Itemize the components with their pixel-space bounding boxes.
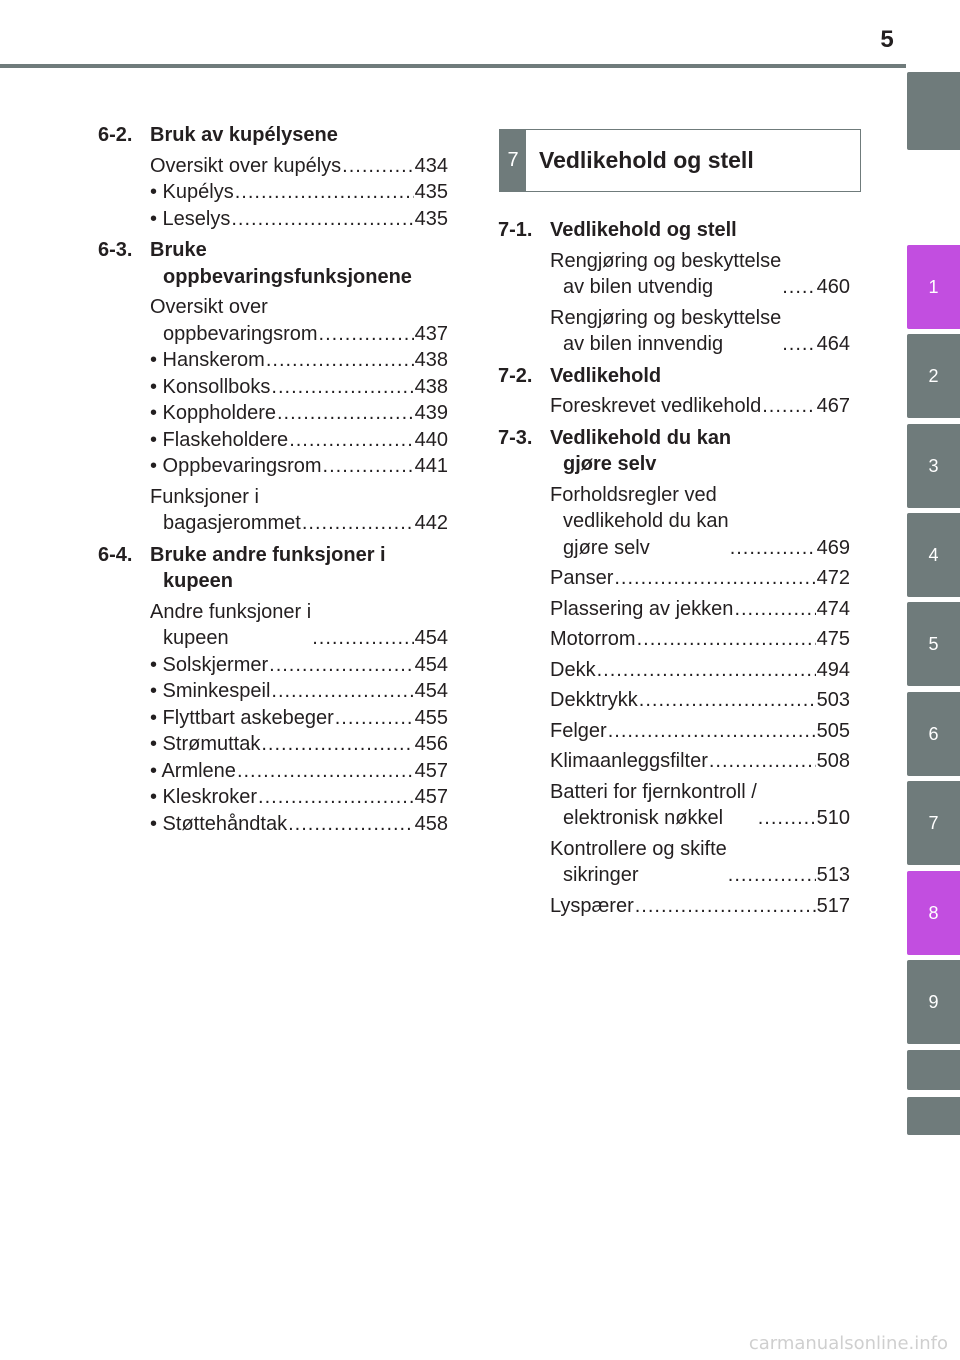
toc-entry[interactable] bbox=[150, 294, 448, 347]
toc-section bbox=[98, 237, 448, 537]
entry-label bbox=[150, 678, 270, 705]
section-title bbox=[550, 363, 850, 390]
dot-leader bbox=[782, 331, 815, 358]
toc-entry[interactable] bbox=[150, 652, 448, 679]
entry-page-number: 472 bbox=[816, 567, 850, 589]
entry-label-line: • Strømuttak bbox=[150, 733, 261, 755]
toc-section bbox=[98, 542, 448, 838]
entry-label-line: • Flaskeholdere bbox=[150, 428, 289, 451]
entry-label-line: • Sminkespeil bbox=[150, 680, 271, 702]
entry-label-line: • Leselys bbox=[150, 207, 231, 230]
section-heading[interactable] bbox=[98, 237, 448, 290]
entry-label-line: bagasjerommet bbox=[163, 512, 301, 534]
chapter-number: 7 bbox=[500, 130, 526, 191]
dot-leader bbox=[261, 731, 413, 758]
entry-label-line: Andre funksjoner i bbox=[150, 600, 312, 623]
entry-label-line: Oversikt over kupélys bbox=[150, 154, 342, 177]
toc-entry[interactable] bbox=[550, 657, 850, 684]
toc-entry[interactable] bbox=[550, 893, 850, 920]
dot-leader bbox=[758, 805, 816, 832]
entry-label bbox=[150, 206, 230, 233]
entry-page-number: 435 bbox=[414, 181, 448, 203]
entry-label bbox=[150, 731, 260, 758]
section-title-line: Vedlikehold bbox=[550, 364, 662, 387]
entry-label bbox=[150, 453, 322, 480]
toc-entry[interactable] bbox=[150, 453, 448, 480]
toc-entry[interactable] bbox=[550, 393, 850, 420]
entry-label-line: kupeen bbox=[163, 627, 229, 649]
entry-label-line: Felger bbox=[550, 719, 607, 742]
top-rule bbox=[0, 64, 906, 68]
entry-label-line: • Oppbevaringsrom bbox=[150, 455, 322, 477]
chapter-tab[interactable]: 1 bbox=[907, 245, 960, 329]
entry-page-number: 474 bbox=[816, 597, 850, 620]
dot-leader bbox=[258, 784, 414, 811]
toc-entry[interactable] bbox=[550, 748, 850, 775]
entry-label-line: Rengjøring og beskyttelse bbox=[550, 306, 782, 329]
toc-section bbox=[498, 425, 850, 920]
entry-label bbox=[550, 393, 761, 420]
entry-page-number: 505 bbox=[816, 719, 850, 742]
toc-entry[interactable] bbox=[150, 179, 448, 206]
entry-label bbox=[550, 596, 733, 623]
entry-page-number: 469 bbox=[816, 536, 850, 559]
entry-label-line: Rengjøring og beskyttelse bbox=[550, 249, 782, 272]
chapter-header bbox=[499, 129, 861, 192]
dot-leader bbox=[614, 565, 815, 592]
entry-page-number: 460 bbox=[816, 276, 850, 298]
entry-label-line: Klimaanleggsfilter bbox=[550, 750, 708, 772]
section-number: 6-4. bbox=[98, 543, 133, 566]
section-title bbox=[550, 425, 850, 478]
toc-entry[interactable] bbox=[150, 758, 448, 785]
toc-entry[interactable] bbox=[550, 626, 850, 653]
dot-leader bbox=[271, 374, 413, 401]
toc-entry[interactable] bbox=[550, 718, 850, 745]
toc-entry[interactable] bbox=[150, 153, 448, 180]
entry-label-line: Foreskrevet vedlikehold bbox=[550, 395, 762, 417]
toc-section bbox=[498, 217, 850, 358]
section-title-line: Vedlikehold du kan bbox=[550, 426, 732, 449]
entry-label bbox=[550, 248, 781, 301]
chapter-tab[interactable]: 5 bbox=[907, 602, 960, 686]
entry-label-line: Dekktrykk bbox=[550, 689, 638, 711]
entry-label-line: • Konsollboks bbox=[150, 375, 271, 398]
entry-page-number: 435 bbox=[414, 207, 448, 230]
section-title bbox=[150, 237, 448, 290]
entry-page-number: 458 bbox=[414, 812, 448, 835]
section-title-line: kupeen bbox=[163, 570, 234, 592]
dot-leader bbox=[637, 626, 816, 653]
dot-leader bbox=[271, 678, 413, 705]
toc-entry[interactable] bbox=[550, 482, 850, 562]
entry-page-number: 467 bbox=[816, 395, 850, 417]
entry-label-line: gjøre selv bbox=[563, 536, 650, 559]
entry-label bbox=[550, 657, 596, 684]
dot-leader bbox=[734, 596, 815, 623]
entry-label bbox=[550, 565, 613, 592]
entry-label-line: oppbevaringsrom bbox=[163, 322, 318, 345]
entry-page-number: 457 bbox=[414, 759, 448, 782]
toc-entry[interactable] bbox=[150, 705, 448, 732]
toc-entry[interactable] bbox=[150, 347, 448, 374]
section-number: 6-3. bbox=[98, 239, 133, 261]
chapter-tab[interactable] bbox=[907, 72, 960, 150]
dot-leader bbox=[335, 705, 414, 732]
entry-page-number: 438 bbox=[414, 349, 448, 371]
dot-leader bbox=[597, 657, 816, 684]
entry-page-number: 494 bbox=[816, 658, 850, 681]
toc-entry[interactable] bbox=[550, 565, 850, 592]
entry-label-line: Plassering av jekken bbox=[550, 597, 734, 620]
entry-page-number: 508 bbox=[816, 750, 850, 772]
dot-leader bbox=[235, 179, 414, 206]
dot-leader bbox=[608, 718, 816, 745]
entry-label-line: av bilen innvendig bbox=[563, 333, 724, 355]
entry-label-line: • Støttehåndtak bbox=[150, 812, 288, 835]
entry-label-line: vedlikehold du kan bbox=[563, 510, 729, 532]
entry-label-line: Dekk bbox=[550, 658, 596, 681]
entry-label bbox=[550, 626, 636, 653]
toc-entry[interactable] bbox=[550, 248, 850, 301]
chapter-tab[interactable] bbox=[907, 1097, 960, 1135]
chapter-tab[interactable]: 7 bbox=[907, 781, 960, 865]
entry-label bbox=[150, 652, 268, 679]
dot-leader bbox=[302, 510, 414, 537]
dot-leader bbox=[277, 400, 414, 427]
entry-page-number: 513 bbox=[816, 864, 850, 886]
entry-label-line: Oversikt over bbox=[150, 296, 268, 318]
entry-page-number: 503 bbox=[816, 689, 850, 711]
toc-left-column bbox=[98, 122, 448, 842]
entry-page-number: 517 bbox=[816, 894, 850, 917]
chapter-tab[interactable]: 3 bbox=[907, 424, 960, 508]
chapter-tabs bbox=[907, 0, 960, 1360]
entry-label bbox=[150, 599, 311, 652]
section-heading[interactable] bbox=[498, 363, 850, 390]
section-number: 7-1. bbox=[498, 219, 533, 241]
toc-entry[interactable] bbox=[550, 687, 850, 714]
entry-label-line: Motorrom bbox=[550, 628, 636, 650]
dot-leader bbox=[323, 453, 414, 480]
entry-label-line: • Solskjermer bbox=[150, 653, 269, 676]
entry-label bbox=[150, 347, 265, 374]
section-title-line: gjøre selv bbox=[563, 453, 657, 475]
entry-page-number: 439 bbox=[414, 402, 448, 424]
entry-page-number: 454 bbox=[414, 680, 448, 702]
entry-label bbox=[150, 811, 287, 838]
dot-leader bbox=[728, 862, 816, 889]
dot-leader bbox=[782, 274, 815, 301]
section-number: 7-3. bbox=[498, 426, 533, 449]
entry-page-number: 510 bbox=[816, 807, 850, 829]
entry-label bbox=[550, 482, 729, 562]
toc-entry[interactable] bbox=[150, 374, 448, 401]
entry-label-line: • Flyttbart askebeger bbox=[150, 706, 334, 729]
dot-leader bbox=[762, 393, 815, 420]
section-title-line: Bruk av kupélysene bbox=[150, 124, 338, 146]
section-title-line: Bruke bbox=[150, 239, 207, 261]
entry-page-number: 438 bbox=[414, 375, 448, 398]
entry-label-line: Funksjoner i bbox=[150, 485, 259, 508]
toc-entry[interactable] bbox=[150, 599, 448, 652]
entry-label bbox=[550, 718, 607, 745]
entry-label bbox=[550, 305, 781, 358]
entry-label-line: Panser bbox=[550, 567, 614, 589]
section-heading[interactable] bbox=[98, 122, 448, 149]
entry-page-number: 437 bbox=[414, 322, 448, 345]
page-number: 5 bbox=[880, 26, 894, 53]
section-title-line: oppbevaringsfunksjonene bbox=[163, 265, 412, 288]
entry-label-line: av bilen utvendig bbox=[563, 276, 714, 298]
entry-label-line: • Hanskerom bbox=[150, 349, 265, 371]
entry-page-number: 442 bbox=[414, 512, 448, 534]
entry-label bbox=[550, 748, 708, 775]
toc-entry[interactable] bbox=[150, 400, 448, 427]
entry-label-line: • Armlene bbox=[150, 759, 236, 782]
entry-label-line: • Kleskroker bbox=[150, 786, 258, 808]
entry-page-number: 454 bbox=[414, 653, 448, 676]
section-title-line: Vedlikehold og stell bbox=[550, 219, 737, 241]
entry-label bbox=[150, 484, 301, 537]
entry-label-line: sikringer bbox=[563, 864, 639, 886]
entry-label bbox=[150, 179, 234, 206]
entry-label-line: • Koppholdere bbox=[150, 402, 276, 424]
entry-label-line: Batteri for fjernkontroll / bbox=[550, 780, 757, 803]
dot-leader bbox=[709, 748, 816, 775]
dot-leader bbox=[289, 427, 413, 454]
toc-entry[interactable] bbox=[150, 678, 448, 705]
entry-label bbox=[150, 400, 276, 427]
dot-leader bbox=[269, 652, 413, 679]
dot-leader bbox=[730, 535, 816, 562]
dot-leader bbox=[312, 625, 413, 652]
section-number: 7-2. bbox=[498, 364, 533, 387]
toc-entry[interactable] bbox=[550, 779, 850, 832]
section-title bbox=[150, 542, 448, 595]
section-heading[interactable] bbox=[98, 542, 448, 595]
section-title-line: Bruke andre funksjoner i bbox=[150, 543, 386, 566]
section-heading[interactable] bbox=[498, 425, 850, 478]
entry-label-line: Kontrollere og skifte bbox=[550, 837, 727, 860]
entry-label bbox=[150, 758, 236, 785]
entry-page-number: 441 bbox=[414, 455, 448, 477]
chapter-tab[interactable]: 9 bbox=[907, 960, 960, 1044]
watermark: carmanualsonline.info bbox=[748, 1333, 948, 1354]
entry-label bbox=[550, 836, 727, 889]
entry-label bbox=[550, 779, 757, 832]
dot-leader bbox=[266, 347, 414, 374]
chapter-tab[interactable]: 4 bbox=[907, 513, 960, 597]
dot-leader bbox=[635, 893, 816, 920]
entry-label-line: Lyspærer bbox=[550, 894, 634, 917]
entry-label-line: • Kupélys bbox=[150, 181, 234, 203]
toc-entry[interactable] bbox=[150, 206, 448, 233]
toc-entry[interactable] bbox=[150, 731, 448, 758]
entry-page-number: 440 bbox=[414, 428, 448, 451]
entry-label bbox=[150, 784, 257, 811]
chapter-tab[interactable]: 8 bbox=[907, 871, 960, 955]
chapter-tab[interactable]: 2 bbox=[907, 334, 960, 418]
dot-leader bbox=[319, 321, 414, 348]
entry-label bbox=[550, 893, 634, 920]
dot-leader bbox=[231, 206, 413, 233]
dot-leader bbox=[342, 153, 413, 180]
toc-entry[interactable] bbox=[550, 596, 850, 623]
entry-label-line: Forholdsregler ved bbox=[550, 483, 717, 506]
entry-label bbox=[150, 153, 341, 180]
entry-page-number: 475 bbox=[816, 628, 850, 650]
chapter-title: Vedlikehold og stell bbox=[539, 147, 754, 173]
toc-entry[interactable] bbox=[150, 811, 448, 838]
entry-label bbox=[150, 705, 334, 732]
toc-entry[interactable] bbox=[550, 836, 850, 889]
entry-page-number: 454 bbox=[414, 627, 448, 649]
toc-section bbox=[98, 122, 448, 232]
dot-leader bbox=[639, 687, 816, 714]
section-title bbox=[150, 122, 448, 149]
toc-right-column bbox=[498, 217, 850, 924]
entry-label-line: elektronisk nøkkel bbox=[563, 807, 724, 829]
entry-label bbox=[150, 374, 270, 401]
entry-label bbox=[150, 294, 318, 347]
chapter-tab[interactable]: 6 bbox=[907, 692, 960, 776]
entry-page-number: 456 bbox=[414, 733, 448, 755]
toc-entry[interactable] bbox=[550, 305, 850, 358]
entry-page-number: 457 bbox=[414, 786, 448, 808]
toc-entry[interactable] bbox=[150, 484, 448, 537]
toc-entry[interactable] bbox=[150, 784, 448, 811]
dot-leader bbox=[237, 758, 414, 785]
entry-page-number: 455 bbox=[414, 706, 448, 729]
entry-label bbox=[150, 427, 288, 454]
entry-page-number: 434 bbox=[414, 154, 448, 177]
entry-label bbox=[550, 687, 638, 714]
section-heading[interactable] bbox=[498, 217, 850, 244]
entry-page-number: 464 bbox=[816, 333, 850, 355]
toc-entry[interactable] bbox=[150, 427, 448, 454]
dot-leader bbox=[288, 811, 414, 838]
section-number: 6-2. bbox=[98, 124, 133, 146]
chapter-tab[interactable] bbox=[907, 1050, 960, 1090]
section-title bbox=[550, 217, 850, 244]
toc-section bbox=[498, 363, 850, 420]
